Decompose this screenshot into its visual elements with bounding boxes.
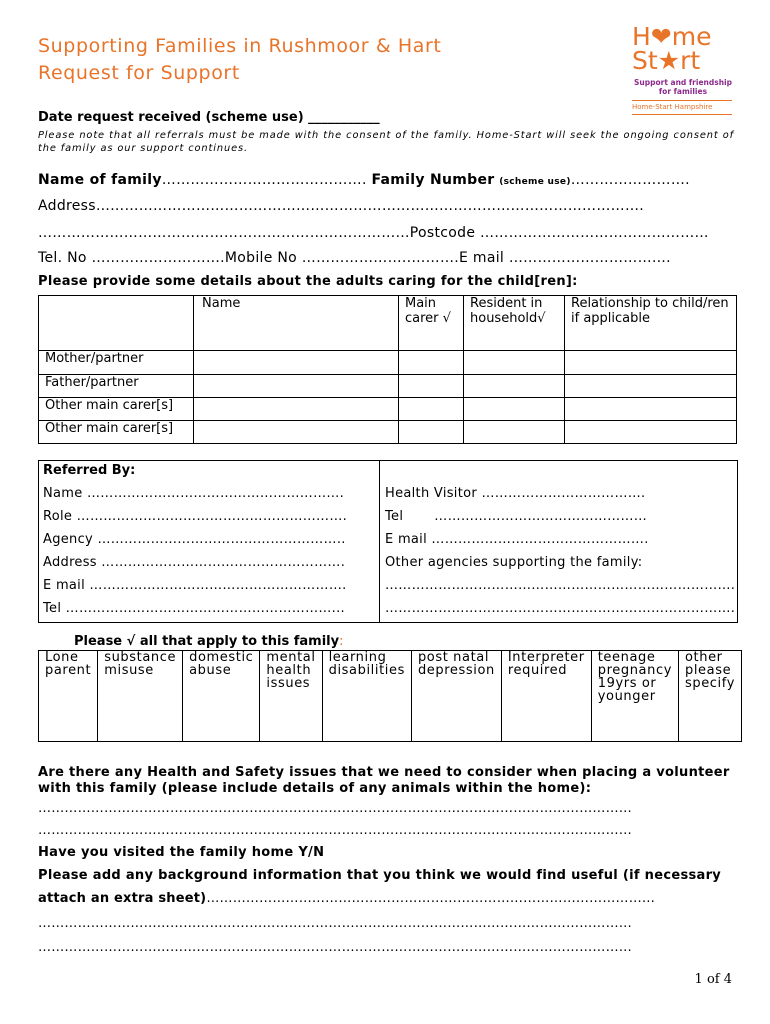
need-domestic-abuse[interactable]: domestic abuse	[183, 651, 260, 742]
background-line3[interactable]: ………………………………………………………………………………………………………………………	[38, 916, 632, 931]
background-question-label: attach an extra sheet)	[38, 891, 207, 906]
background-line4[interactable]: ………………………………………………………………………………………………………………………	[38, 940, 632, 955]
check-icon: √	[126, 634, 136, 649]
adult-main-carer-cell[interactable]	[399, 375, 464, 398]
health-safety-line1[interactable]: ………………………………………………………………………………………………………………………	[38, 801, 632, 816]
need-substance-misuse[interactable]: substance misuse	[98, 651, 183, 742]
table-row	[39, 351, 737, 375]
other-agencies-line1[interactable]: …………………………………………………………………….	[385, 578, 736, 593]
adults-header-row	[39, 296, 737, 351]
family-number-note: (scheme use)	[499, 177, 571, 187]
referrer-box	[38, 460, 738, 623]
need-post-natal-depression[interactable]: post natal depression	[411, 651, 501, 742]
health-visitor-tel-field[interactable]: Tel …………………………………………	[385, 509, 648, 524]
adults-heading: Please provide some details about the adults caring for the child[ren]:	[38, 274, 578, 289]
need-lone-parent[interactable]: Lone parent	[39, 651, 98, 742]
needs-heading-prefix: Please	[74, 634, 127, 649]
referrer-tel-field[interactable]: Tel ……………………………………………………...	[43, 601, 345, 616]
background-dots: …………………………………………………………………………………………	[206, 891, 656, 906]
needs-heading-colon: :	[339, 634, 344, 649]
address-line[interactable]: Address…………………………………………………………………………………………………….	[38, 198, 645, 214]
table-row	[39, 398, 737, 421]
logo-word-start: St★rt	[632, 46, 701, 75]
need-learning-disabilities[interactable]: learning disabilities	[322, 651, 411, 742]
needs-heading	[74, 634, 344, 649]
health-visitor-field[interactable]: Health Visitor ……………………………….	[385, 486, 646, 501]
needs-table	[38, 650, 742, 742]
adult-resident-cell[interactable]	[464, 398, 565, 421]
adult-row-label: Other main carer[s]	[39, 398, 194, 421]
adults-col-relationship: Relationship to child/ren if applicable	[565, 296, 737, 351]
adults-table	[38, 295, 737, 444]
needs-heading-suffix: all that apply to this family	[135, 634, 340, 649]
adult-name-cell[interactable]	[194, 375, 399, 398]
visited-question: Have you visited the family home Y/N	[38, 845, 325, 860]
postcode-line[interactable]: ……………………………………………………………………Postcode …………………………………………	[38, 225, 709, 241]
referrer-divider	[379, 461, 380, 622]
need-teenage-pregnancy[interactable]: teenage pregnancy 19yrs or younger	[591, 651, 678, 742]
other-agencies-label: Other agencies supporting the family:	[385, 555, 643, 570]
table-row	[39, 375, 737, 398]
health-visitor-email-field[interactable]: E mail ………………………………………….	[385, 532, 649, 547]
family-name-label: Name of family	[38, 172, 162, 188]
background-question-line1: Please add any background information that you think we would find useful (if necessary	[38, 868, 722, 883]
adult-resident-cell[interactable]	[464, 375, 565, 398]
adult-main-carer-cell[interactable]	[399, 351, 464, 375]
logo-word-home: H❤me	[632, 22, 712, 51]
home-start-logo	[632, 24, 732, 118]
referrer-role-field[interactable]: Role …………………………………………………….	[43, 509, 348, 524]
adult-relationship-cell[interactable]	[565, 421, 737, 444]
adult-resident-cell[interactable]	[464, 351, 565, 375]
adult-row-label: Mother/partner	[39, 351, 194, 375]
date-request-label: Date request received (scheme use) ___________	[38, 110, 380, 125]
referrer-agency-field[interactable]: Agency ………………………………………………..	[43, 532, 346, 547]
logo-org-name: Home-Start Hampshire	[632, 100, 732, 115]
need-mental-health[interactable]: mental health issues	[260, 651, 322, 742]
referrer-email-field[interactable]: E mail ………………………………………………….	[43, 578, 347, 593]
referrer-heading: Referred By:	[43, 463, 136, 478]
adult-relationship-cell[interactable]	[565, 375, 737, 398]
phone-email-line[interactable]: Tel. No ……………………….Mobile No …………………..……….E mail …………………………….	[38, 250, 671, 266]
adults-col-resident: Resident in household√	[464, 296, 565, 351]
other-agencies-line2[interactable]: …………………………………………………………………….	[385, 601, 736, 616]
consent-note: Please note that all referrals must be made with the consent of the family. Home-Start will seek the ongoing consent of the family as our support continues.	[38, 130, 734, 154]
adult-main-carer-cell[interactable]	[399, 421, 464, 444]
adults-col-blank	[39, 296, 194, 351]
adults-col-name: Name	[194, 296, 399, 351]
adult-relationship-cell[interactable]	[565, 398, 737, 421]
need-interpreter[interactable]: Interpreter required	[501, 651, 591, 742]
form-title-line2: Request for Support	[38, 62, 240, 84]
need-other[interactable]: other please specify	[678, 651, 741, 742]
adult-name-cell[interactable]	[194, 398, 399, 421]
family-name-line[interactable]	[38, 172, 690, 188]
adult-relationship-cell[interactable]	[565, 351, 737, 375]
adult-main-carer-cell[interactable]	[399, 398, 464, 421]
form-title-line1: Supporting Families in Rushmoor & Hart	[38, 35, 442, 57]
health-safety-line2[interactable]: ………………………………………………………………………………………………………………………	[38, 823, 632, 838]
adults-col-main-carer: Main carer √	[399, 296, 464, 351]
family-number-dots: …………………….	[570, 172, 690, 188]
table-row	[39, 421, 737, 444]
family-name-dots: …………………………………….	[161, 172, 367, 188]
adult-row-label: Father/partner	[39, 375, 194, 398]
adult-row-label: Other main carer[s]	[39, 421, 194, 444]
background-question-line2[interactable]	[38, 891, 728, 906]
family-number-label: Family Number	[371, 172, 495, 188]
referrer-name-field[interactable]: Name ………………………………………………….	[43, 486, 345, 501]
adult-resident-cell[interactable]	[464, 421, 565, 444]
referrer-address-field[interactable]: Address ……………………………………………….	[43, 555, 346, 570]
health-safety-question: Are there any Health and Safety issues that we need to consider when placing a volunteer with this family (please include details of any animals within the home):	[38, 765, 730, 796]
adult-name-cell[interactable]	[194, 351, 399, 375]
page-number: 1 of 4	[694, 972, 732, 987]
adult-name-cell[interactable]	[194, 421, 399, 444]
logo-tagline: Support and friendship for families	[634, 78, 732, 96]
